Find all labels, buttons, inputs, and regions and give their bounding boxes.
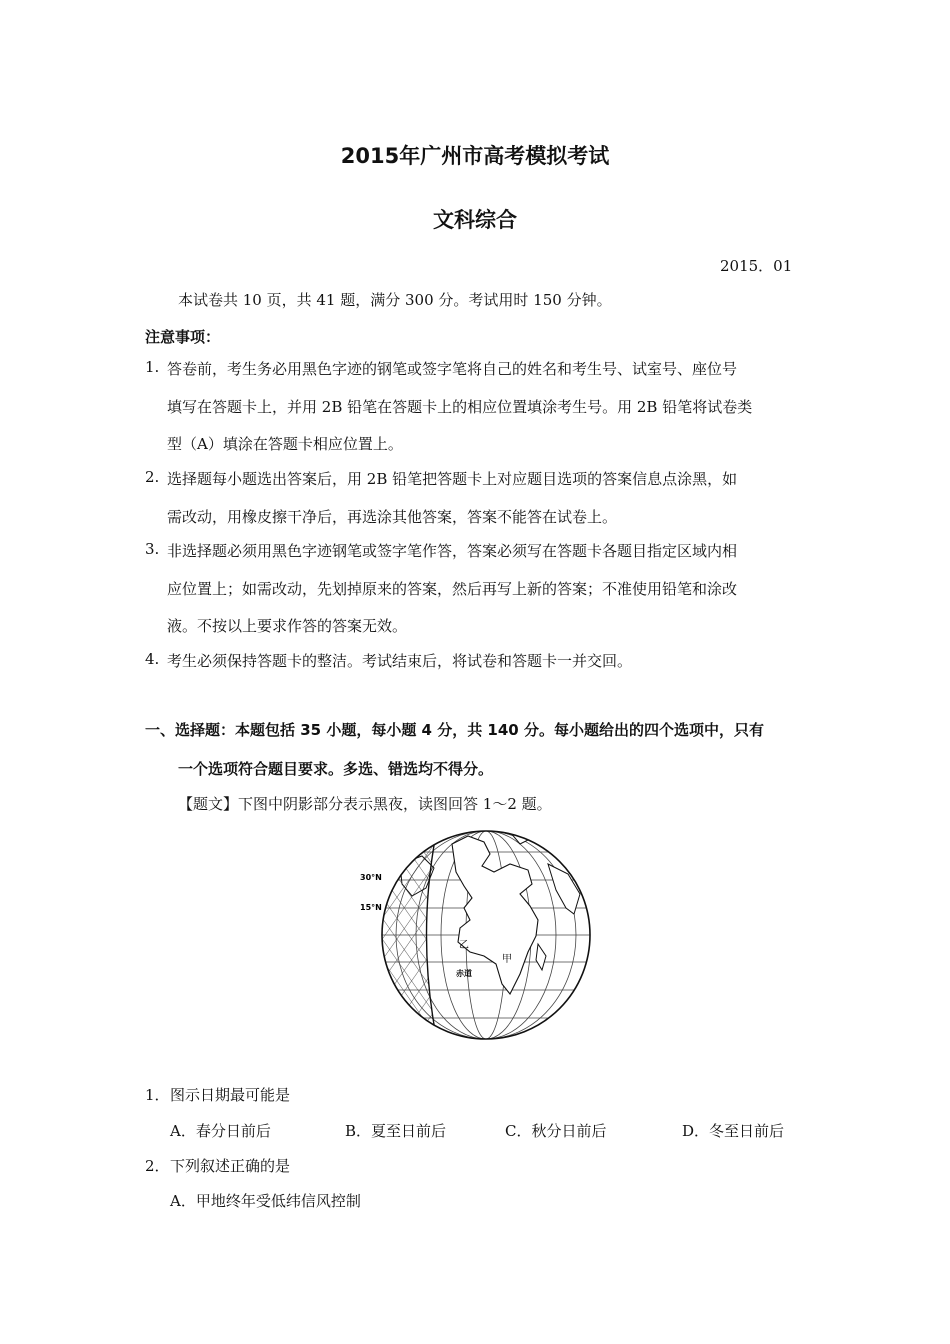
option-b: B．夏至日前后 [345,1122,447,1140]
option-a: A．春分日前后 [170,1122,271,1140]
label-jia: 甲 [502,954,512,965]
exam-intro: 本试卷共 10 页，共 41 题，满分 300 分。考试用时 150 分钟。 [178,291,612,309]
notice-heading: 注意事项： [145,328,221,346]
label-equator: 赤道 [456,969,472,978]
exam-title: 2015年广州市高考模拟考试 [340,144,610,168]
question-number: 1． [145,1086,170,1104]
option-c: C．秋分日前后 [505,1122,607,1140]
globe-figure [360,824,600,1046]
label-30n: 30°N [360,873,382,882]
notice-number: 4. [145,650,160,668]
notice-line: 选择题每小题选出答案后，用 2B 铅笔把答题卡上对应题目选项的答案信息点涂黑，如 [167,470,738,488]
notice-number: 3. [145,540,160,558]
question-text: 下列叙述正确的是 [170,1157,291,1175]
question-number: 2． [145,1157,170,1175]
label-15n: 15°N [360,903,382,912]
notice-line: 应位置上；如需改动，先划掉原来的答案，然后再写上新的答案；不准使用铅笔和涂改 [167,580,738,598]
notice-line: 答卷前，考生务必用黑色字迹的钢笔或签字笔将自己的姓名和考生号、试室号、座位号 [167,360,738,378]
notice-line: 液。不按以上要求作答的答案无效。 [167,617,408,635]
notice-number: 2. [145,468,160,486]
label-yi: 乙 [459,940,469,951]
notice-line: 需改动，用橡皮擦干净后，再选涂其他答案，答案不能答在试卷上。 [167,508,618,526]
exam-subtitle: 文科综合 [433,208,517,232]
notice-line: 考生必须保持答题卡的整洁。考试结束后，将试卷和答题卡一并交回。 [167,652,633,670]
exam-date: 2015．01 [720,257,793,275]
section-heading-cont: 一个选项符合题目要求。多选、错选均不得分。 [178,760,494,778]
notice-line: 非选择题必须用黑色字迹钢笔或签字笔作答，答案必须写在答题卡各题目指定区域内相 [167,542,738,560]
notice-line: 填写在答题卡上，并用 2B 铅笔在答题卡上的相应位置填涂考生号。用 2B 铅笔将试卷类 [167,398,753,416]
notice-line: 型（A）填涂在答题卡相应位置上。 [167,435,403,453]
option-a: A．甲地终年受低纬信风控制 [170,1192,361,1210]
question-text: 图示日期最可能是 [170,1086,291,1104]
notice-number: 1. [145,358,160,376]
question-stem: 【题文】下图中阴影部分表示黑夜，读图回答 1～2 题。 [178,795,552,813]
section-heading: 一、选择题：本题包括 35 小题，每小题 4 分，共 140 分。每小题给出的四个选项中，只有 [145,721,764,739]
option-d: D．冬至日前后 [682,1122,785,1140]
